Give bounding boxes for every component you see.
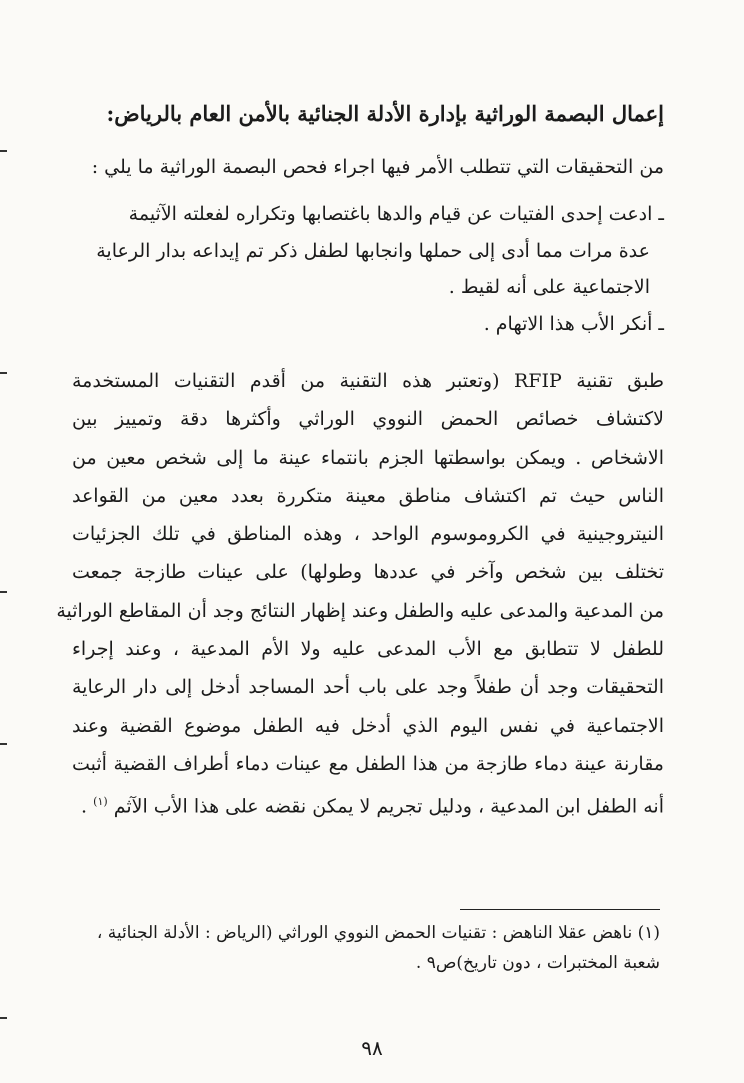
bullet-marker: ـ (658, 312, 664, 335)
paragraph-line: من المدعية والمدعى عليه والطفل وعند إظهار النتائج وجد أن المقاطع الوراثية (56, 599, 664, 622)
bullet-line: ادعت إحدى الفتيات عن قيام والدها باغتصابها وتكراره لفعلته الآثيمة (128, 203, 653, 225)
paragraph-line: النيتروجينية في الكروموسوم الواحد ، وهذه المناطق في تلك الجزئيات (72, 523, 664, 546)
footnote-line: (١) ناهض عقلا الناهض : تقنيات الحمض النووي الوراثي (الرياض : الأدلة الجنائية ، (96, 923, 660, 943)
bullet-line: أنكر الأب هذا الاتهام . (483, 312, 653, 335)
paragraph-line: تختلف بين شخص وآخر في عددها وطولها) على عينات طازجة جمعت (72, 561, 664, 584)
paragraph-line: الاجتماعية في نفس اليوم الذي أدخل فيه الطفل موضوع القضية وعند (72, 714, 664, 737)
scan-edge-mark (0, 372, 7, 374)
paragraph-line: أنه الطفل ابن المدعية ، ودليل تجريم لا يمكن نقضه على هذا الأب الآثم (113, 795, 664, 818)
footnote-line: شعبة المختبرات ، دون تاريخ)ص٩ . (415, 953, 660, 973)
scan-edge-mark (0, 743, 7, 745)
scan-edge-mark (0, 150, 7, 152)
paragraph-line: الناس حيث تم اكتشاف مناطق معينة متكررة بعدد معين من القواعد (72, 484, 664, 507)
bullet-line: عدة مرات مما أدى إلى حملها وانجابها لطفل ذكر تم إيداعه بدار الرعاية (96, 239, 650, 262)
paragraph-line: التحقيقات وجد أن طفلاً وجد على باب أحد المساجد أدخل إلى دار الرعاية (72, 676, 664, 699)
paragraph-line-last: أنه الطفل ابن المدعية ، ودليل تجريم لا يمكن نقضه على هذا الأب الآثم $^{(١)}$ . (81, 795, 664, 818)
paragraph-line: الاشخاص . ويمكن بواسطتها الجزم بانتماء عينة ما إلى شخص معين من (72, 446, 664, 469)
page-number: ٩٨ (361, 1036, 383, 1060)
paragraph-line: لاكتشاف خصائص الحمض النووي الوراثي وأكثرها دقة وتمييز بين (72, 408, 664, 431)
footnote-reference[interactable]: (١) (93, 795, 108, 809)
scan-edge-mark (0, 1017, 7, 1019)
bullet-list (74, 196, 664, 342)
footnote-separator (460, 909, 660, 910)
section-heading: إعمال البصمة الوراثية بإدارة الأدلة الجنائية بالأمن العام بالرياض: (106, 101, 664, 126)
paragraph-line: طبق تقنية RFIP (وتعتبر هذه التقنية من أقدم التقنيات المستخدمة (72, 370, 664, 392)
bullet-item (74, 306, 664, 343)
body-paragraph (56, 362, 664, 826)
footnote (70, 918, 660, 978)
bullet-item (74, 196, 664, 306)
scan-edge-mark (0, 591, 7, 593)
paragraph-line: مقارنة عينة دماء طازجة من هذا الطفل مع عينات دماء أطراف القضية أثبت (72, 752, 664, 775)
bullet-line: الاجتماعية على أنه لقيط . (448, 276, 650, 298)
bullet-marker: ـ (658, 203, 664, 225)
paragraph-line: للطفل لا تتطابق مع الأب المدعى عليه ولا الأم المدعية ، وعند إجراء (72, 638, 664, 661)
intro-line: من التحقيقات التي تتطلب الأمر فيها اجراء فحص البصمة الوراثية ما يلي : (91, 156, 664, 178)
